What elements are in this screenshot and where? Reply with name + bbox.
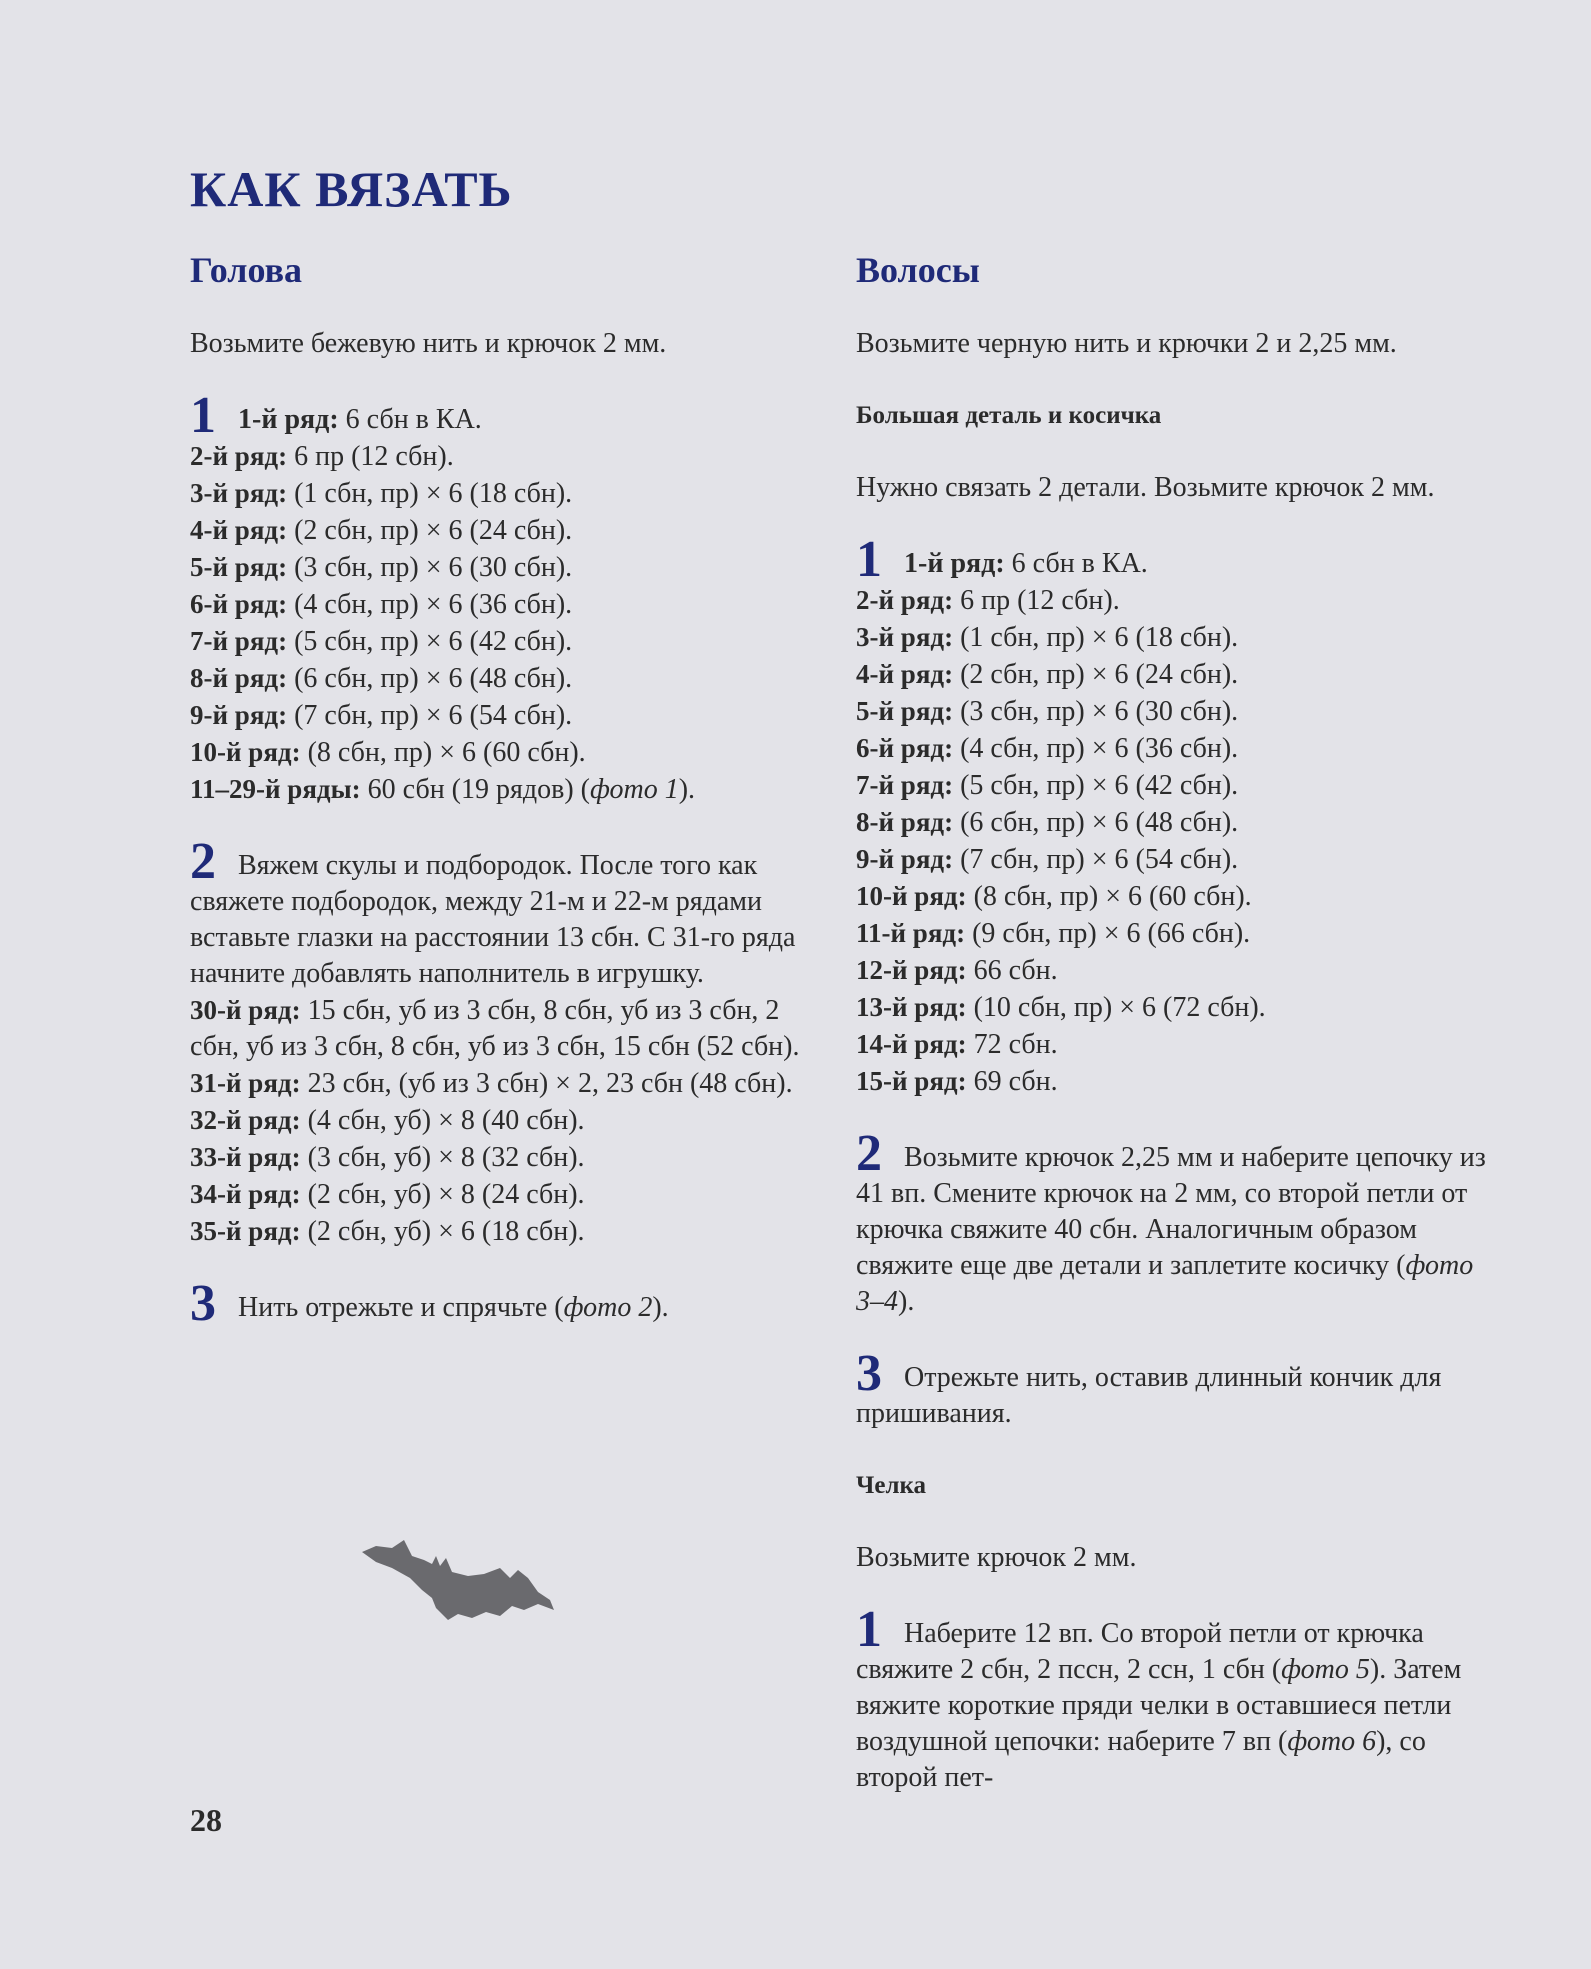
- bangs-intro: Возьмите крючок 2 мм.: [856, 1542, 1137, 1573]
- row: [856, 841, 1501, 878]
- row-text: (1 сбн, пр) × 6 (18 сбн).: [953, 622, 1239, 653]
- row-label: 5-й ряд:: [190, 552, 288, 582]
- row-label: 2-й ряд:: [190, 441, 288, 471]
- step-number: 1: [190, 387, 216, 444]
- row: [856, 656, 1501, 693]
- row-label: 8-й ряд:: [856, 807, 954, 837]
- row-text: (7 сбн, пр) × 6 (54 сбн).: [953, 844, 1239, 875]
- row: [856, 619, 1501, 656]
- right-column: [856, 250, 1501, 1832]
- row-label: 30-й ряд:: [190, 995, 301, 1025]
- row: [190, 734, 830, 771]
- row-text: (6 сбн, пр) × 6 (48 сбн).: [287, 663, 573, 694]
- photo-ref: фото 1: [590, 774, 679, 805]
- row: [856, 693, 1501, 730]
- row: [856, 915, 1501, 952]
- step-number: 3: [856, 1345, 882, 1402]
- row-text: (4 сбн, уб) × 8 (40 сбн).: [300, 1105, 585, 1136]
- step-text: Наберите 12 вп. Со второй петли от крючка свяжите 2 сбн, 2 пссн, 2 ссн, 1 сбн (: [856, 1618, 1424, 1685]
- row-text: 23 сбн, (уб из 3 сбн) × 2, 23 сбн (48 сбн).: [300, 1068, 793, 1099]
- row-text: (2 сбн, уб) × 8 (24 сбн).: [300, 1179, 585, 1210]
- row: [190, 1213, 830, 1250]
- row-label: 8-й ряд:: [190, 663, 288, 693]
- row-text: (7 сбн, пр) × 6 (54 сбн).: [287, 700, 573, 731]
- row-text: (5 сбн, пр) × 6 (42 сбн).: [953, 770, 1239, 801]
- row-text: 6 сбн в КА.: [338, 404, 482, 435]
- row: [190, 549, 830, 586]
- row: [190, 475, 830, 512]
- row-text: 69 сбн.: [966, 1066, 1058, 1097]
- row-text: 72 сбн.: [966, 1029, 1058, 1060]
- big-part-intro: Нужно связать 2 детали. Возьмите крючок 2 мм.: [856, 472, 1435, 503]
- hair-step-3: [856, 1345, 1501, 1432]
- row-text: (3 сбн, пр) × 6 (30 сбн).: [287, 552, 573, 583]
- row-label: 12-й ряд:: [856, 955, 967, 985]
- row-text: 60 сбн (19 рядов) (: [360, 774, 590, 805]
- row-text: 6 пр (12 сбн).: [287, 441, 454, 472]
- hair-step-2: [856, 1125, 1501, 1320]
- row: [190, 992, 830, 1065]
- row-label: 14-й ряд:: [856, 1029, 967, 1059]
- row-label: 4-й ряд:: [190, 515, 288, 545]
- head-step-1: [190, 387, 830, 808]
- row-label: 6-й ряд:: [856, 733, 954, 763]
- row-text: (3 сбн, уб) × 8 (32 сбн).: [300, 1142, 585, 1173]
- row-label: 1-й ряд:: [238, 404, 339, 435]
- step-number: 2: [190, 833, 216, 890]
- row: [856, 767, 1501, 804]
- row-label: 7-й ряд:: [856, 770, 954, 800]
- subheading-bangs: Челка: [856, 1472, 926, 1499]
- row-text: (2 сбн, пр) × 6 (24 сбн).: [287, 515, 573, 546]
- step-text: Возьмите крючок 2,25 мм и наберите цепочку из 41 вп. Смените крючок на 2 мм, со второй петли от крючка свяжите 40 сбн. Аналогичным образом свяжите еще две детали и заплетите косичку (: [856, 1142, 1486, 1281]
- row-label: 9-й ряд:: [856, 844, 954, 874]
- row-label: 32-й ряд:: [190, 1105, 301, 1135]
- row-text: 15 сбн, уб из 3 сбн, 8 сбн, уб из 3 сбн, 2 сбн, уб из 3 сбн, 8 сбн, уб из 3 сбн, 15 сбн (52 сбн).: [190, 995, 800, 1062]
- row-text: (2 сбн, уб) × 6 (18 сбн).: [300, 1216, 585, 1247]
- row-label: 3-й ряд:: [856, 622, 954, 652]
- row: [190, 1102, 830, 1139]
- row-text: 66 сбн.: [966, 955, 1058, 986]
- row: [856, 730, 1501, 767]
- row: [190, 1065, 830, 1102]
- row: [190, 623, 830, 660]
- row-label: 3-й ряд:: [190, 478, 288, 508]
- row-label: 13-й ряд:: [856, 992, 967, 1022]
- row-text: (6 сбн, пр) × 6 (48 сбн).: [953, 807, 1239, 838]
- row: [190, 771, 830, 808]
- row-label: 10-й ряд:: [190, 737, 301, 767]
- row-text: (4 сбн, пр) × 6 (36 сбн).: [953, 733, 1239, 764]
- row-label: 34-й ряд:: [190, 1179, 301, 1209]
- step-text-after: ).: [652, 1292, 669, 1323]
- row: [856, 804, 1501, 841]
- row-label: 33-й ряд:: [190, 1142, 301, 1172]
- row: [190, 512, 830, 549]
- step-text: ), со второй пет-: [856, 1726, 1426, 1793]
- row: [190, 438, 830, 475]
- step-number: 1: [856, 531, 882, 588]
- row: [856, 1026, 1501, 1063]
- step-text: Отрежьте нить, оставив длинный кончик для пришивания.: [856, 1362, 1442, 1429]
- row: [190, 697, 830, 734]
- photo-ref: фото 6: [1287, 1726, 1377, 1757]
- hair-intro: Возьмите черную нить и крючки 2 и 2,25 мм.: [856, 328, 1397, 359]
- photo-ref: фото 3–4: [856, 1250, 1474, 1317]
- row: [856, 952, 1501, 989]
- row-text-after: ).: [678, 774, 696, 805]
- row-text: (2 сбн, пр) × 6 (24 сбн).: [953, 659, 1239, 690]
- row-text: (10 сбн, пр) × 6 (72 сбн).: [966, 992, 1266, 1023]
- row-label: 5-й ряд:: [856, 696, 954, 726]
- row-label: 35-й ряд:: [190, 1216, 301, 1246]
- row-label: 2-й ряд:: [856, 585, 954, 615]
- section-title-head: Голова: [190, 250, 303, 290]
- row-label: 1-й ряд:: [904, 548, 1005, 579]
- row-text: (8 сбн, пр) × 6 (60 сбн).: [300, 737, 586, 768]
- row-label: 15-й ряд:: [856, 1066, 967, 1096]
- row: [190, 1139, 830, 1176]
- row: [856, 878, 1501, 915]
- photo-ref: фото 5: [1281, 1654, 1370, 1685]
- row-text: 6 пр (12 сбн).: [953, 585, 1120, 616]
- step-text-after: ).: [898, 1286, 915, 1317]
- row: [856, 582, 1501, 619]
- row-text: (9 сбн, пр) × 6 (66 сбн).: [965, 918, 1251, 949]
- row: [856, 1063, 1501, 1100]
- row-label: 11–29-й ряды:: [190, 774, 361, 804]
- row: [856, 989, 1501, 1026]
- step-text: Нить отрежьте и спрячьте (: [238, 1292, 564, 1323]
- subheading-big-part: Большая деталь и косичка: [856, 402, 1162, 429]
- page-title: КАК ВЯЗАТЬ: [190, 161, 513, 217]
- step-text: Вяжем скулы и подбородок. После того как свяжете подбородок, между 21-м и 22-м рядами вставьте глазки на расстоянии 13 сбн. С 31-го ряда начните добавлять наполнитель в игрушку.: [190, 850, 796, 989]
- row-text: (5 сбн, пр) × 6 (42 сбн).: [287, 626, 573, 657]
- row-label: 7-й ряд:: [190, 626, 288, 656]
- row: [190, 586, 830, 623]
- section-title-hair: Волосы: [856, 250, 980, 290]
- head-step-3: [190, 1275, 830, 1332]
- row-text: 6 сбн в КА.: [1004, 548, 1148, 579]
- head-step-2: [190, 833, 830, 1250]
- row-text: (3 сбн, пр) × 6 (30 сбн).: [953, 696, 1239, 727]
- photo-ref: фото 2: [563, 1292, 653, 1323]
- hair-step-1: [856, 531, 1501, 1100]
- row: [190, 1176, 830, 1213]
- row-text: (8 сбн, пр) × 6 (60 сбн).: [966, 881, 1252, 912]
- step-number: 3: [190, 1275, 216, 1332]
- step-text: ). Затем вяжите короткие пряди челки в оставшиеся петли воздушной цепочки: наберите 7 вп (: [856, 1654, 1462, 1757]
- step-number: 1: [856, 1601, 882, 1658]
- row-label: 9-й ряд:: [190, 700, 288, 730]
- row-text: (4 сбн, пр) × 6 (36 сбн).: [287, 589, 573, 620]
- page-number: 28: [190, 1802, 222, 1838]
- step-number: 2: [856, 1125, 882, 1182]
- row-text: (1 сбн, пр) × 6 (18 сбн).: [287, 478, 573, 509]
- row-label: 10-й ряд:: [856, 881, 967, 911]
- bat-silhouette-icon: [362, 1534, 562, 1634]
- left-column: [190, 250, 830, 1362]
- head-intro: Возьмите бежевую нить и крючок 2 мм.: [190, 328, 667, 359]
- row-label: 6-й ряд:: [190, 589, 288, 619]
- row-label: 11-й ряд:: [856, 918, 966, 948]
- row: [190, 660, 830, 697]
- bangs-step-1: [856, 1601, 1501, 1796]
- row-label: 4-й ряд:: [856, 659, 954, 689]
- row-label: 31-й ряд:: [190, 1068, 301, 1098]
